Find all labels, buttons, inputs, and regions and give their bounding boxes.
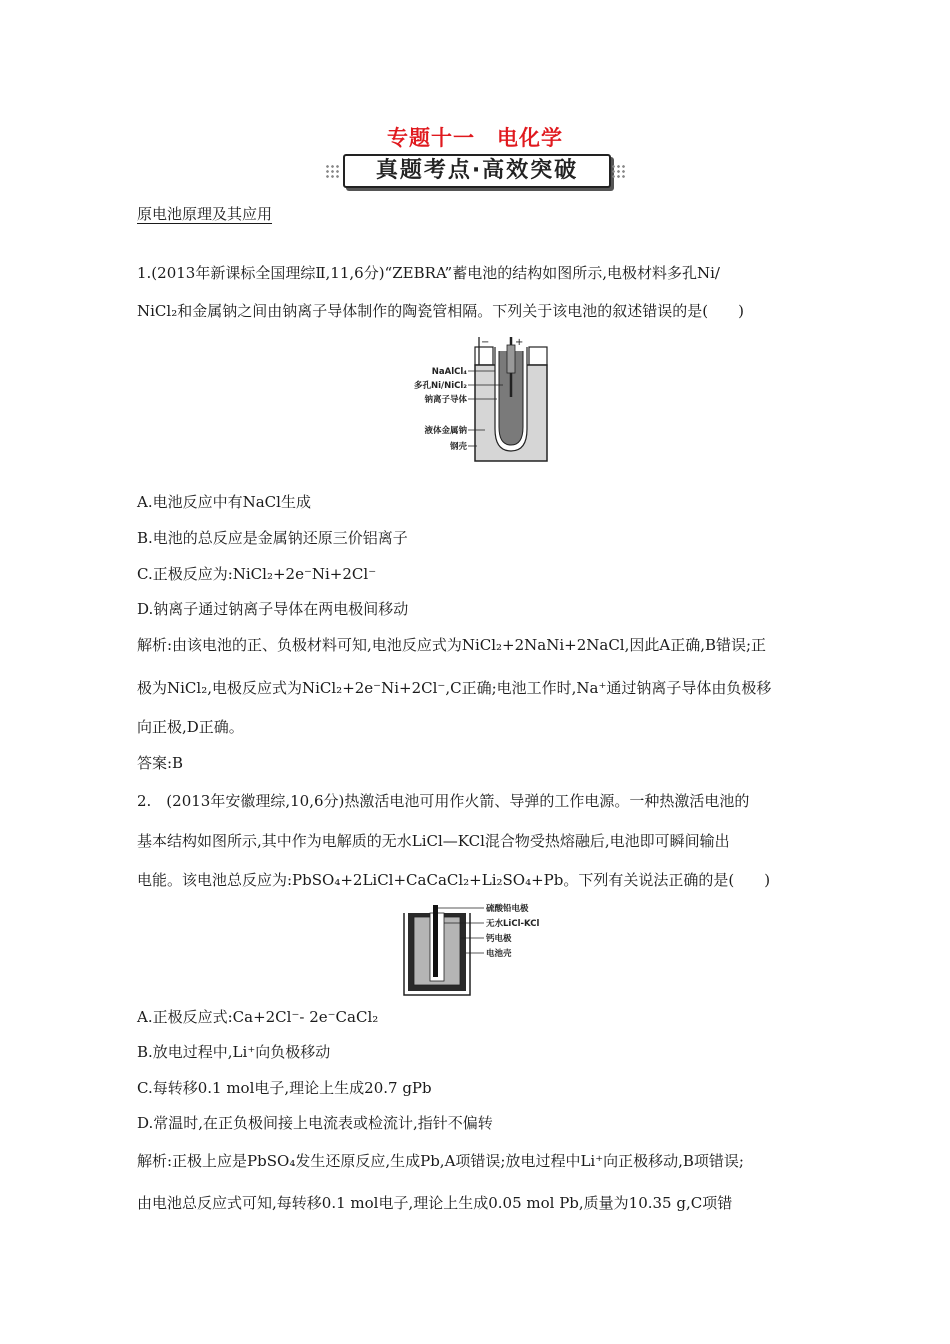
thermal-electrode-rod bbox=[433, 905, 438, 977]
q2-option-a: A.正极反应式:Ca+2Cl⁻- 2e⁻CaCl₂ bbox=[137, 1008, 379, 1026]
zebra-label-conductor: 钠离子导体 bbox=[424, 395, 467, 405]
zebra-label-porous-ni: 多孔Ni/NiCl₂ bbox=[413, 381, 467, 391]
q2-stem-line-3: 电能。该电池总反应为:PbSO₄+2LiCl+CaCaCl₂+Li₂SO₄+Pb。下列有关说法正确的是( ) bbox=[137, 871, 771, 889]
q2-analysis-line-1: 解析:正极上应是PbSO₄发生还原反应,生成Pb,A项错误;放电过程中Li⁺向正极移动,B项错误; bbox=[137, 1152, 744, 1170]
banner-dots-right bbox=[611, 164, 627, 180]
zebra-label-steel: 钢壳 bbox=[449, 442, 467, 452]
q2-option-d: D.常温时,在正负极间接上电流表或检流计,指针不偏转 bbox=[137, 1114, 493, 1132]
thermal-label-electrolyte: 无水LiCl-KCl bbox=[486, 919, 540, 929]
zebra-battery-diagram bbox=[395, 337, 555, 465]
q1-answer: 答案:B bbox=[137, 754, 184, 772]
zebra-top-cap-left bbox=[475, 347, 493, 365]
page-title: 专题十一 电化学 bbox=[387, 126, 563, 150]
q2-analysis-line-2: 由电池总反应式可知,每转移0.1 mol电子,理论上生成0.05 mol Pb,质量为10.35 g,C项错 bbox=[137, 1194, 733, 1212]
q1-stem-line-2: NiCl₂和金属钠之间由钠离子导体制作的陶瓷管相隔。下列关于该电池的叙述错误的是( ) bbox=[137, 302, 744, 320]
section-heading: 原电池原理及其应用 bbox=[137, 205, 273, 223]
q2-option-b: B.放电过程中,Li⁺向负极移动 bbox=[137, 1043, 331, 1061]
banner-label: 真题考点·高效突破 bbox=[343, 154, 611, 188]
q1-stem-line-1: 1.(2013年新课标全国理综Ⅱ,11,6分)“ZEBRA”蓄电池的结构如图所示,电极材料多孔Ni/ bbox=[137, 264, 720, 282]
zebra-plus-sign: + bbox=[515, 337, 524, 348]
q1-option-a: A.电池反应中有NaCl生成 bbox=[137, 493, 311, 511]
thermal-battery-diagram bbox=[400, 903, 560, 999]
q1-option-d: D.钠离子通过钠离子导体在两电极间移动 bbox=[137, 600, 409, 618]
zebra-minus-sign: − bbox=[481, 337, 490, 348]
q1-analysis-line-2: 极为NiCl₂,电极反应式为NiCl₂+2e⁻Ni+2Cl⁻,C正确;电池工作时,Na⁺通过钠离子导体由负极移 bbox=[137, 679, 772, 697]
q1-analysis-line-1: 解析:由该电池的正、负极材料可知,电池反应式为NiCl₂+2NaNi+2NaCl,因此A正确,B错误;正 bbox=[137, 636, 767, 654]
q2-stem-line-2: 基本结构如图所示,其中作为电解质的无水LiCl—KCl混合物受热熔融后,电池即可瞬间输出 bbox=[137, 832, 730, 850]
thermal-label-calcium: 钙电极 bbox=[486, 934, 512, 944]
q1-analysis-line-3: 向正极,D正确。 bbox=[137, 718, 244, 736]
q2-option-c: C.每转移0.1 mol电子,理论上生成20.7 gPb bbox=[137, 1079, 432, 1097]
zebra-positive-rod bbox=[507, 345, 515, 373]
q2-stem-line-1: 2. (2013年安徽理综,10,6分)热激活电池可用作火箭、导弹的工作电源。一种热激活电池的 bbox=[137, 792, 750, 810]
q1-option-c: C.正极反应为:NiCl₂+2e⁻Ni+2Cl⁻ bbox=[137, 565, 377, 583]
zebra-label-naalcl4: NaAlCl₄ bbox=[431, 367, 467, 377]
thermal-label-case: 电池壳 bbox=[486, 949, 512, 959]
section-banner bbox=[325, 152, 627, 190]
thermal-label-lead-sulfate: 硫酸铅电极 bbox=[486, 904, 529, 914]
banner-dots-left bbox=[325, 164, 341, 180]
q1-option-b: B.电池的总反应是金属钠还原三价铝离子 bbox=[137, 529, 408, 547]
zebra-label-liquid-na: 液体金属钠 bbox=[424, 426, 467, 436]
zebra-top-cap-right bbox=[529, 347, 547, 365]
